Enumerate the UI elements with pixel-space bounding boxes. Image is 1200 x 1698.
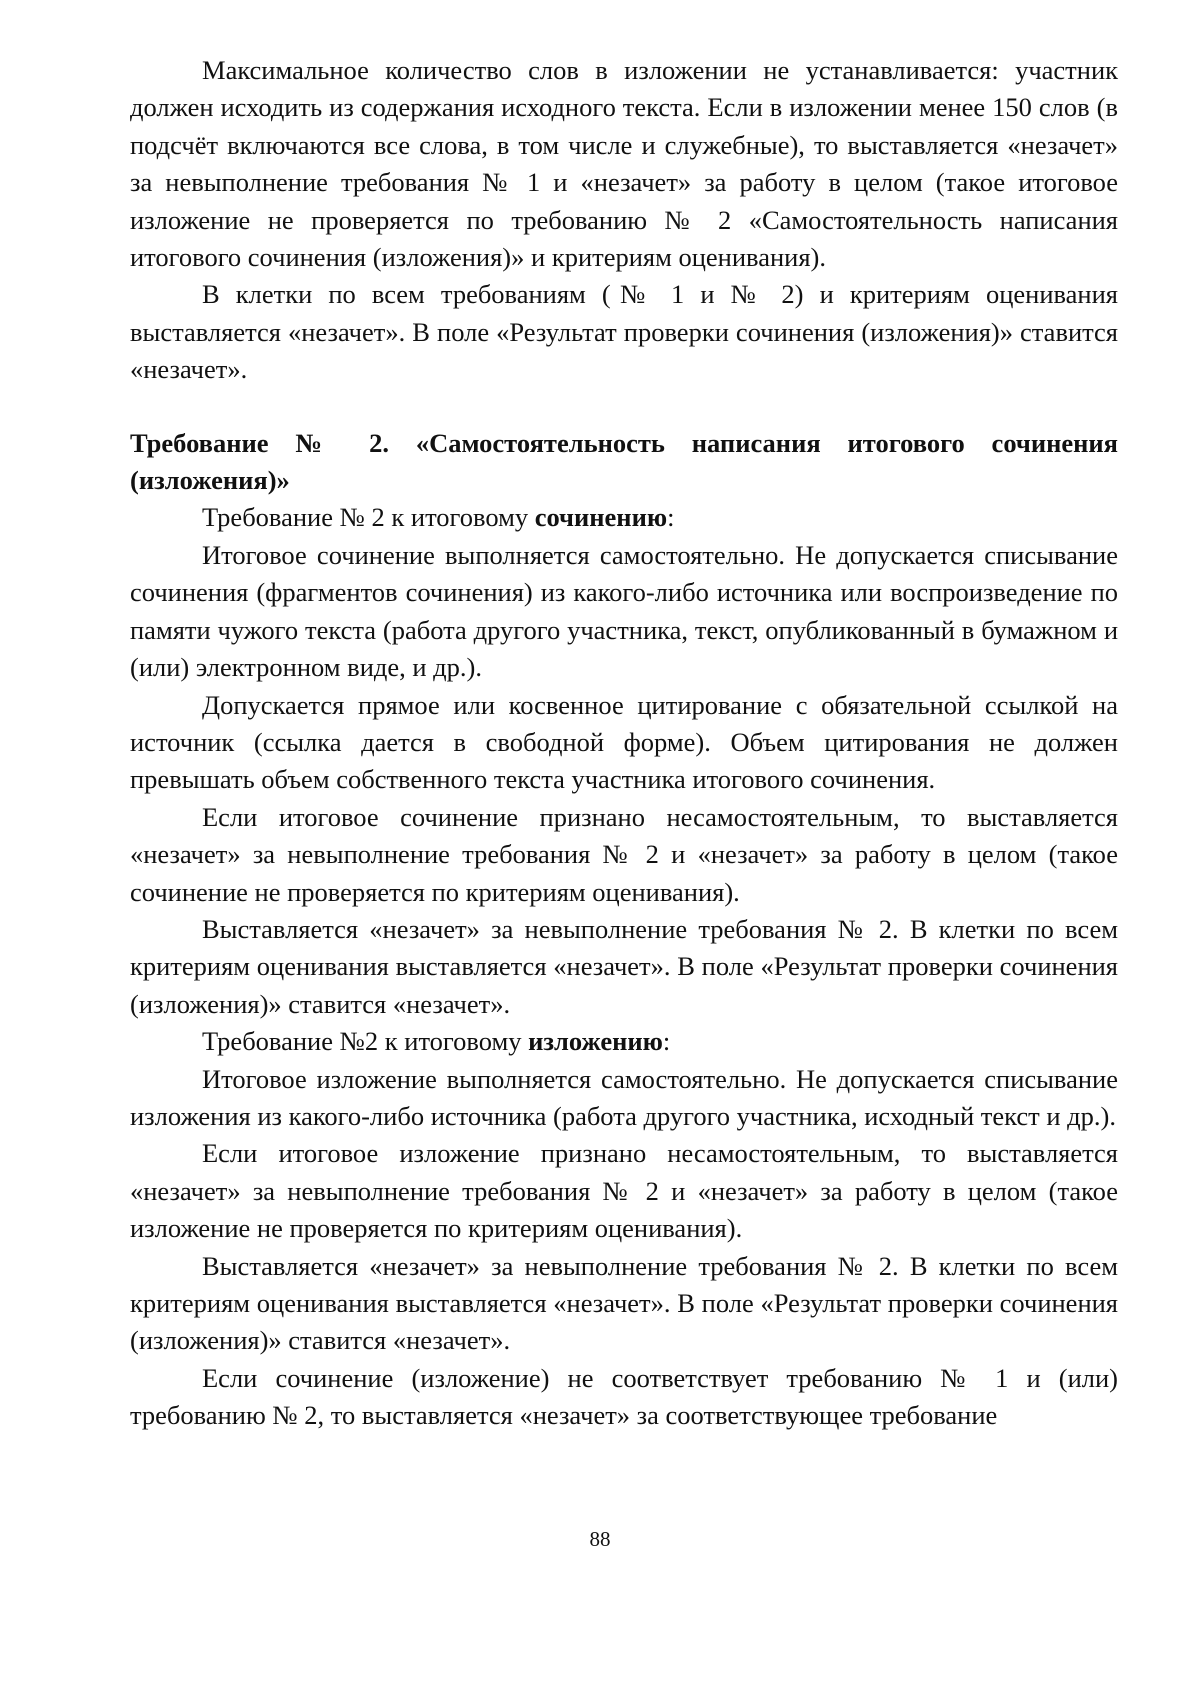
subheading-essay-prefix: Требование № 2 к итоговому: [202, 502, 535, 533]
paragraph-citation: Допускается прямое или косвенное цитирование с обязательной ссылкой на источник (ссылка дается в свободной форме). Объем цитирования не должен превышать объем собственного текста участника итогового сочинения.: [130, 689, 1118, 795]
paragraph-summary-independent: Итоговое изложение выполняется самостоятельно. Не допускается списывание изложения из какого-либо источника (работа другого участника, исходный текст и др.).: [130, 1063, 1118, 1131]
page-number: 88: [589, 1527, 611, 1551]
subheading-essay: [130, 499, 1118, 536]
paragraph-min-words: Максимальное количество слов в изложении не устанавливается: участник должен исходить из содержания исходного текста. Если в изложении менее 150 слов (в подсчёт включаются все слова, в том числе и служебные), то выставляется «незачет» за невыполнение требования № 1 и «незачет» за работу в целом (такое итоговое изложение не проверяется по требованию № 2 «Самостоятельность написания итогового сочинения (изложения)» и критериям оценивания).: [130, 55, 1118, 273]
subheading-essay-bold: сочинению: [534, 502, 668, 533]
paragraph-nonconformance: Если сочинение (изложение) не соответствует требованию № 1 и (или) требованию № 2, то выставляется «незачет» за соответствующее требование: [130, 1362, 1118, 1431]
paragraph-cells-nezachet: В клетки по всем требованиям (№ 1 и № 2) и критериям оценивания выставляется «незачет». В поле «Результат проверки сочинения (изложения)» ставится «незачет».: [130, 279, 1118, 385]
subheading-summary: [130, 1023, 1118, 1060]
subheading-summary-bold: изложению: [528, 1026, 663, 1057]
paragraph-summary-result: Выставляется «незачет» за невыполнение требования № 2. В клетки по всем критериям оценивания выставляется «незачет». В поле «Результат проверки сочинения (изложения)» ставится «незачет».: [130, 1250, 1118, 1356]
paragraph-essay-independent: Итоговое сочинение выполняется самостоятельно. Не допускается списывание сочинения (фрагментов сочинения) из какого-либо источника или воспроизведение по памяти чужого текста (работа другого участника, текст, опубликованный в бумажном и (или) электронном виде, и др.).: [130, 539, 1118, 683]
document-body: [130, 52, 1118, 1435]
section-heading-requirement-2: Требование № 2. «Самостоятельность написания итогового сочинения (изложения)»: [130, 427, 1118, 496]
subheading-summary-suffix: :: [662, 1026, 671, 1057]
subheading-essay-suffix: :: [667, 502, 675, 533]
paragraph-summary-not-independent: Если итоговое изложение признано несамостоятельным, то выставляется «незачет» за невыполнение требования № 2 и «незачет» за работу в целом (такое изложение не проверяется по критериям оценивания).: [130, 1138, 1118, 1244]
subheading-summary-prefix: Требование №2 к итоговому: [202, 1026, 529, 1057]
paragraph-essay-result: Выставляется «незачет» за невыполнение требования № 2. В клетки по всем критериям оценивания выставляется «незачет». В поле «Результат проверки сочинения (изложения)» ставится «незачет».: [130, 913, 1118, 1019]
paragraph-essay-not-independent: Если итоговое сочинение признано несамостоятельным, то выставляется «незачет» за невыполнение требования № 2 и «незачет» за работу в целом (такое сочинение не проверяется по критериям оценивания).: [130, 801, 1118, 907]
